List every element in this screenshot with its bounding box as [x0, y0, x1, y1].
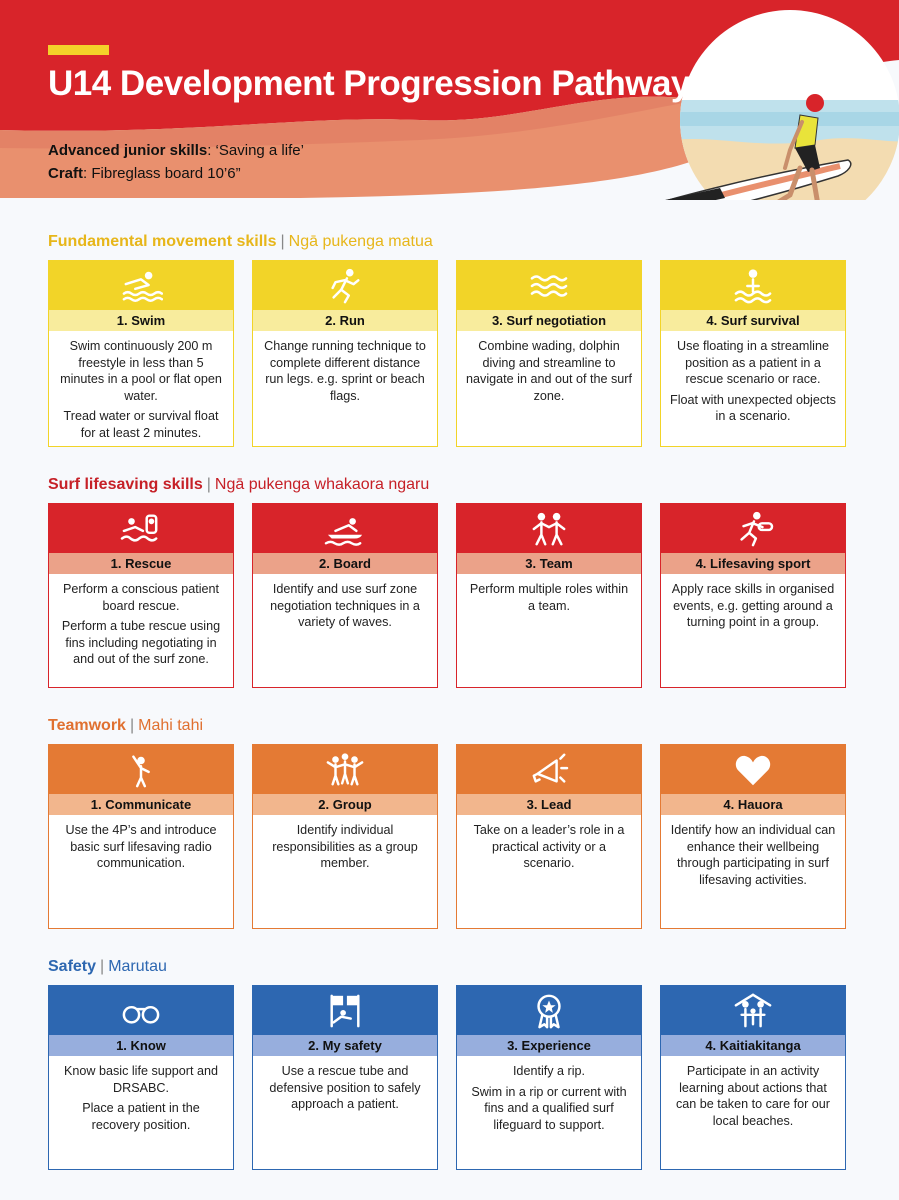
card-icon-area — [253, 745, 437, 794]
card-icon-area — [457, 745, 641, 794]
card-body — [253, 1056, 437, 1113]
skill-card — [252, 503, 438, 688]
skills-value: : ‘Saving a life’ — [207, 142, 304, 159]
family-icon — [731, 992, 775, 1030]
section-title-maori: Mahi tahi — [138, 717, 204, 734]
card-label: 1. Know — [49, 1035, 233, 1056]
card-icon-area — [661, 261, 845, 310]
skill-card — [252, 985, 438, 1170]
card-body — [661, 1056, 845, 1129]
card-body — [457, 1056, 641, 1133]
card-body — [661, 331, 845, 425]
card-text: Identify a rip. — [512, 1064, 586, 1078]
section-title-maori: Ngā pukenga whakaora ngaru — [214, 476, 430, 493]
award-ribbon-icon — [527, 992, 571, 1030]
section-title-maori: Ngā pukenga matua — [288, 233, 433, 250]
group-people-icon — [323, 751, 367, 789]
craft-label: Craft — [48, 165, 84, 182]
card-text: Swim continuously 200 m freestyle in less than 5 minutes in a pool or flat open water. — [60, 339, 222, 403]
skill-card — [660, 985, 846, 1170]
card-text: Place a patient in the recovery position. — [82, 1101, 200, 1132]
card-body — [49, 331, 233, 441]
card-label: 2. My safety — [253, 1035, 437, 1056]
craft-value: : Fibreglass board 10’6” — [83, 165, 241, 182]
section-title — [48, 958, 167, 976]
skill-card — [48, 260, 234, 447]
card-icon-area — [661, 504, 845, 553]
card-text: Swim in a rip or current with fins and a qualified surf lifeguard to support. — [471, 1084, 627, 1132]
card-icon-area — [253, 261, 437, 310]
floating-person-icon — [731, 267, 775, 305]
card-body — [457, 574, 641, 614]
rescue-swimmer-icon — [119, 510, 163, 548]
card-text: Float with unexpected objects in a scenario. — [670, 392, 836, 423]
card-body — [49, 574, 233, 668]
section-title-english: Fundamental movement skills — [48, 233, 277, 250]
card-body — [49, 1056, 233, 1133]
section-title-english: Safety — [48, 958, 97, 975]
card-label: 1. Communicate — [49, 794, 233, 815]
page-title: U14 Development Progression Pathway — [48, 64, 690, 103]
card-text: Identify how an individual can enhance their wellbeing through participating in surf lifesaving activities. — [670, 823, 836, 887]
card-icon-area — [49, 261, 233, 310]
card-text: Use a rescue tube and defensive position to safely approach a patient. — [269, 1064, 421, 1111]
skill-card — [660, 744, 846, 929]
card-text: Use floating in a streamline position as a patient in a rescue scenario or race. — [677, 339, 829, 386]
section-title-english: Teamwork — [48, 717, 126, 734]
card-text: Change running technique to complete different distance run legs. e.g. sprint or beach flags. — [264, 339, 426, 403]
card-text: Perform a tube rescue using fins including negotiating in and out of the surf zone. — [61, 619, 221, 666]
skill-card — [456, 260, 642, 447]
card-icon-area — [457, 261, 641, 310]
header-accent-bar — [48, 45, 109, 55]
team-people-icon — [527, 510, 571, 548]
skill-card — [456, 744, 642, 929]
card-text: Identify and use surf zone negotiation techniques in a variety of waves. — [270, 582, 420, 629]
card-text: Apply race skills in organised events, e.g. getting around a turning point in a group. — [671, 582, 835, 629]
section-title — [48, 717, 203, 735]
card-icon-area — [253, 986, 437, 1035]
megaphone-icon — [527, 751, 571, 789]
skill-card — [660, 503, 846, 688]
binoculars-icon — [119, 992, 163, 1030]
card-icon-area — [661, 745, 845, 794]
card-label: 4. Kaitiakitanga — [661, 1035, 845, 1056]
skill-card — [48, 744, 234, 929]
page-header — [0, 0, 899, 200]
card-text: Combine wading, dolphin diving and streamline to navigate in and out of the surf zone. — [466, 339, 632, 403]
card-icon-area — [457, 986, 641, 1035]
card-label: 4. Hauora — [661, 794, 845, 815]
card-label: 3. Lead — [457, 794, 641, 815]
skill-card — [456, 985, 642, 1170]
card-text: Know basic life support and DRSABC. — [63, 1064, 218, 1095]
card-icon-area — [457, 504, 641, 553]
card-label: 2. Run — [253, 310, 437, 331]
swimmer-icon — [119, 267, 163, 305]
card-label: 2. Board — [253, 553, 437, 574]
card-label: 1. Swim — [49, 310, 233, 331]
card-text: Perform a conscious patient board rescue. — [62, 582, 220, 613]
card-label: 1. Rescue — [49, 553, 233, 574]
safety-flags-icon — [323, 992, 367, 1030]
section-title-separator: | — [100, 958, 105, 975]
card-text: Perform multiple roles within a team. — [469, 582, 629, 613]
heart-icon — [731, 751, 775, 789]
section-title-separator: | — [129, 717, 135, 734]
card-text: Identify individual responsibilities as a group member. — [272, 823, 418, 870]
card-text: Participate in an activity learning about actions that can be taken to care for our local beaches. — [675, 1064, 830, 1128]
section-title-english: Surf lifesaving skills — [48, 476, 203, 493]
card-body — [253, 574, 437, 631]
card-icon-area — [49, 986, 233, 1035]
card-icon-area — [49, 504, 233, 553]
runner-icon — [323, 267, 367, 305]
card-icon-area — [661, 986, 845, 1035]
card-label: 3. Team — [457, 553, 641, 574]
waves-icon — [527, 267, 571, 305]
card-text: Use the 4P’s and introduce basic surf lifesaving radio communication. — [65, 823, 217, 870]
card-label: 4. Lifesaving sport — [661, 553, 845, 574]
craft-line — [48, 165, 241, 182]
signalling-person-icon — [119, 751, 163, 789]
card-body — [661, 815, 845, 888]
skill-card — [48, 503, 234, 688]
section-title-separator: | — [280, 233, 285, 250]
card-body — [253, 815, 437, 872]
card-text: Take on a leader’s role in a practical activity or a scenario. — [473, 823, 625, 870]
skills-label: Advanced junior skills — [48, 142, 208, 159]
card-text: Tread water or survival float for at least 2 minutes. — [63, 409, 219, 440]
skills-line — [48, 142, 304, 159]
skill-card — [660, 260, 846, 447]
section-title — [48, 233, 433, 251]
skill-card — [252, 260, 438, 447]
card-body — [457, 815, 641, 872]
card-body — [457, 331, 641, 404]
skill-card — [48, 985, 234, 1170]
skill-card — [456, 503, 642, 688]
card-label: 2. Group — [253, 794, 437, 815]
section-title-separator: | — [206, 476, 211, 493]
card-label: 3. Surf negotiation — [457, 310, 641, 331]
tube-runner-icon — [731, 510, 775, 548]
card-body — [49, 815, 233, 872]
card-label: 4. Surf survival — [661, 310, 845, 331]
section-title — [48, 476, 429, 494]
card-label: 3. Experience — [457, 1035, 641, 1056]
card-icon-area — [49, 745, 233, 794]
card-body — [253, 331, 437, 404]
card-icon-area — [253, 504, 437, 553]
skill-card — [252, 744, 438, 929]
board-paddler-icon — [323, 510, 367, 548]
section-title-maori: Marutau — [108, 958, 167, 975]
card-body — [661, 574, 845, 631]
